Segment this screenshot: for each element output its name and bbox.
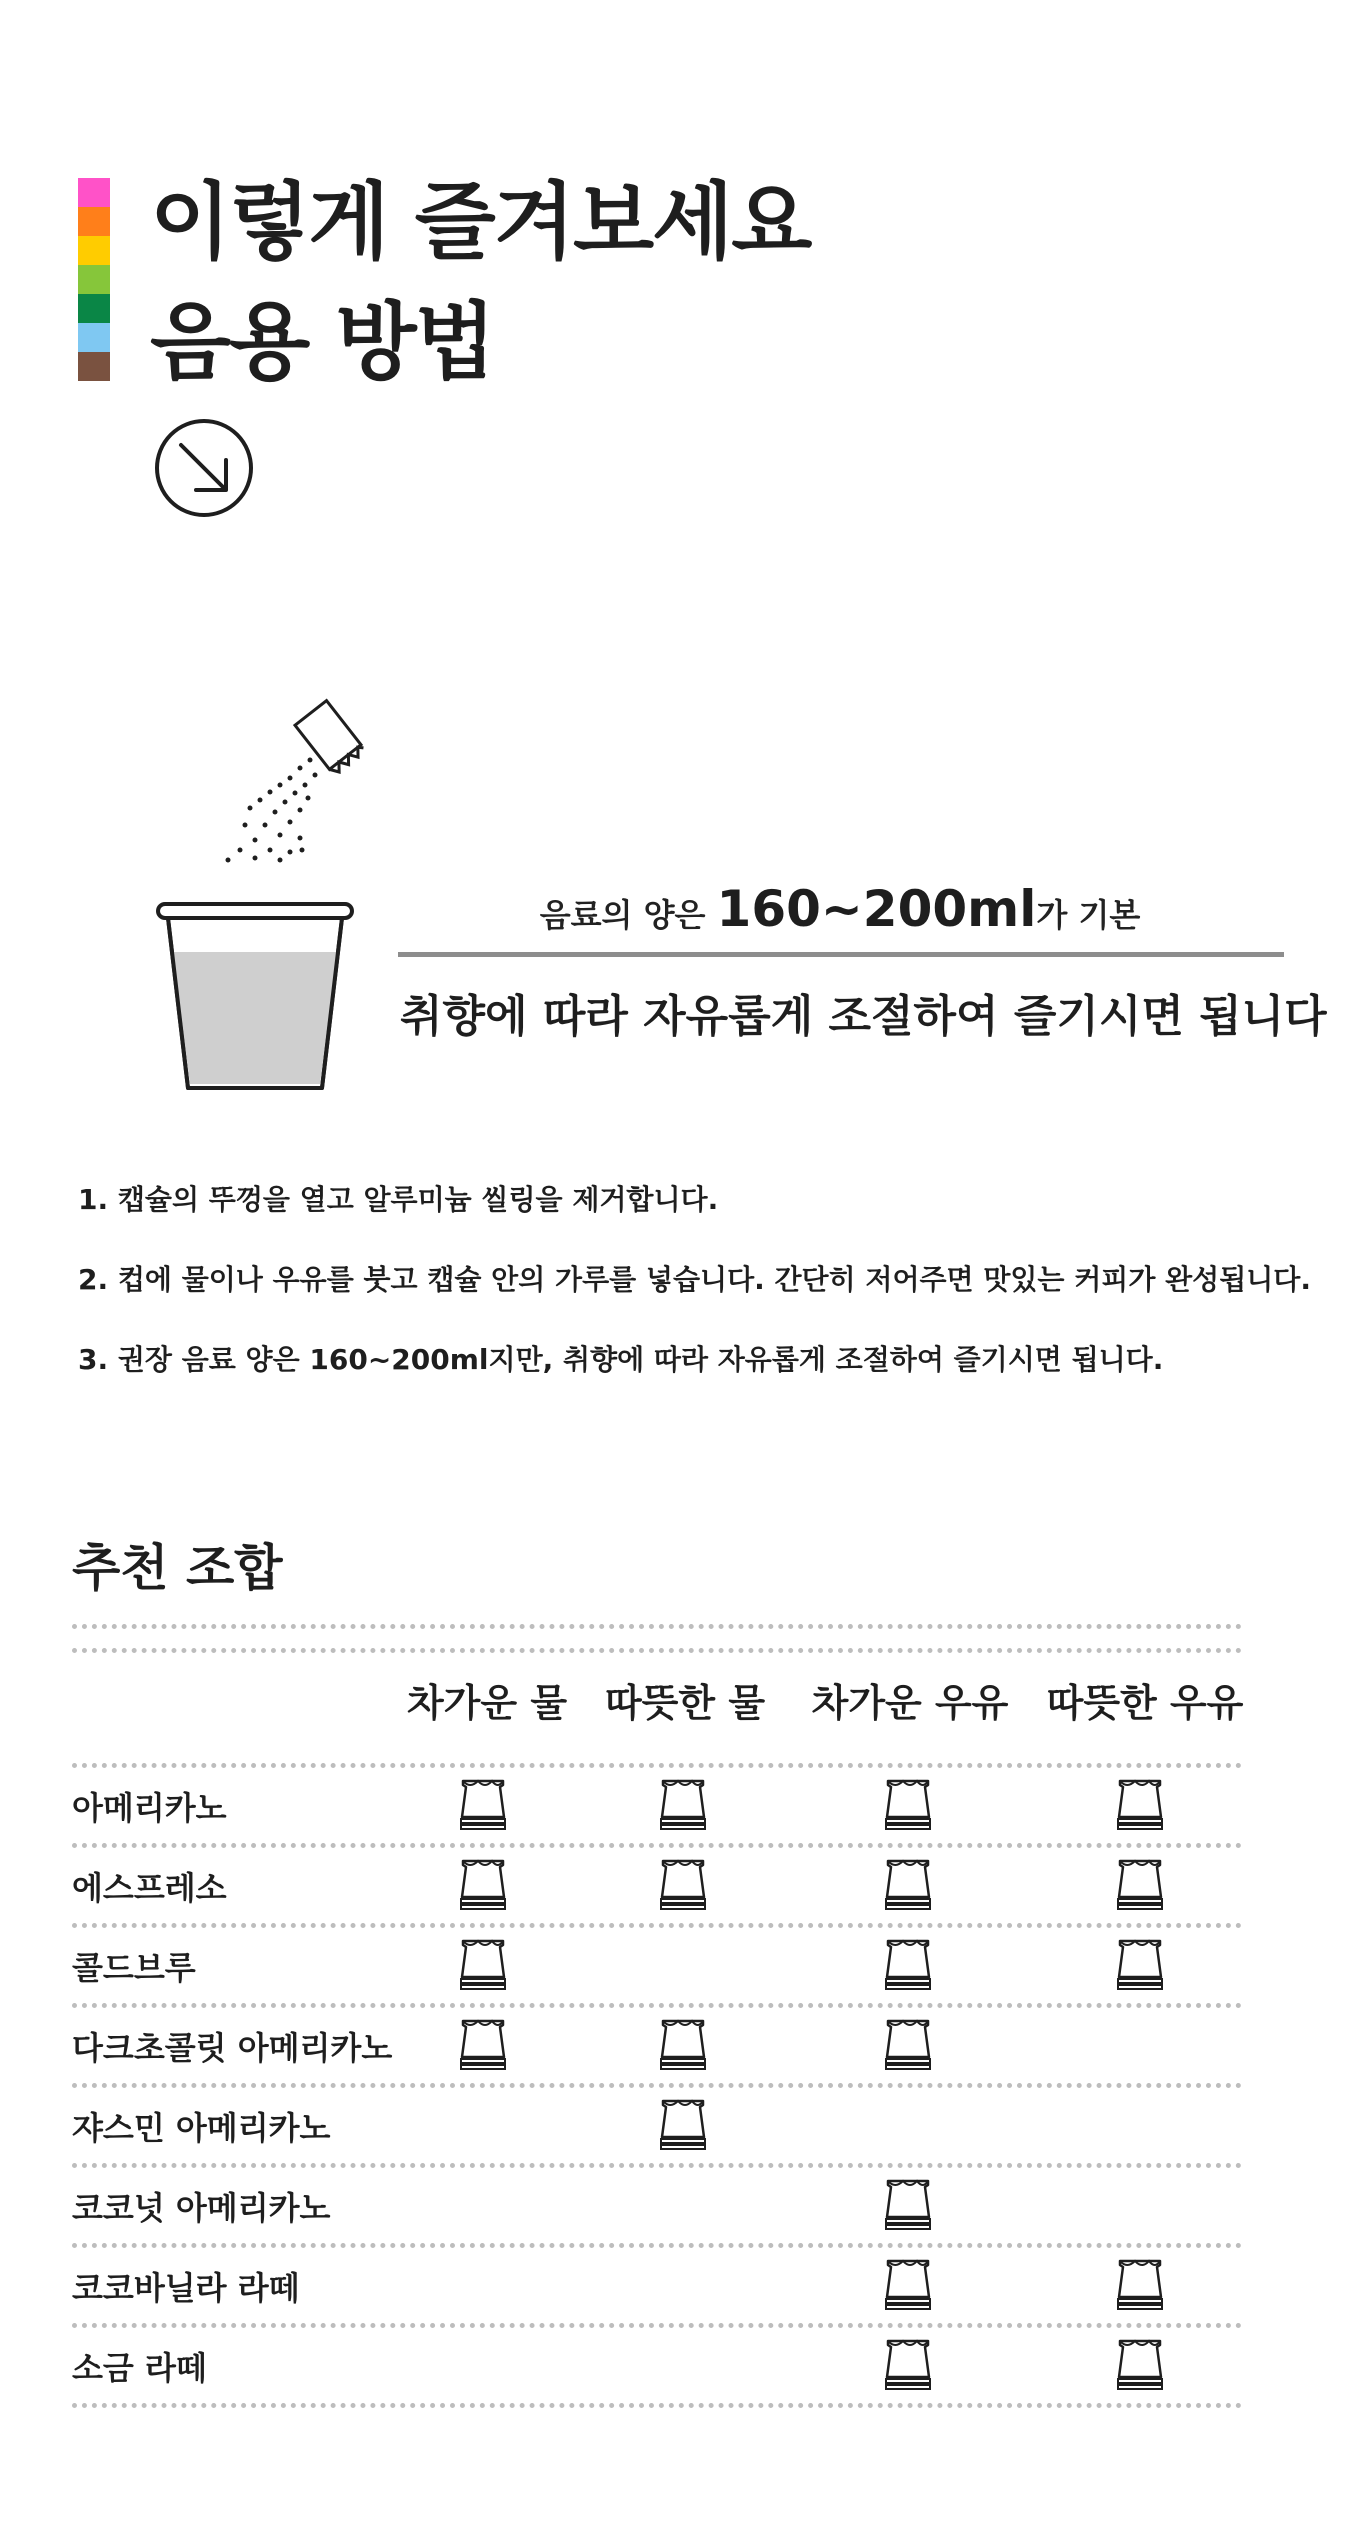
capsule-cup-icon	[458, 1937, 508, 1991]
capsule-cup-icon	[883, 2017, 933, 2071]
color-swatch	[78, 352, 110, 381]
capsule-cup-icon	[658, 1777, 708, 1831]
step-2: 2. 컵에 물이나 우유를 붓고 캡슐 안의 가루를 넣습니다. 간단히 저어주면 맛있는 커피가 완성됩니다.	[78, 1263, 1311, 1296]
capsule-cup-icon	[458, 2017, 508, 2071]
table-row-label: 다크초콜릿 아메리카노	[72, 2029, 393, 2067]
divider-dotted	[72, 2403, 1242, 2408]
recommend-title: 추천 조합	[72, 1539, 283, 1597]
divider-dotted	[72, 2083, 1242, 2088]
color-swatch	[78, 323, 110, 352]
adjust-text: 취향에 따라 자유롭게 조절하여 즐기시면 됩니다	[400, 991, 1327, 1042]
capsule-cup-icon	[883, 2177, 933, 2231]
column-cold-water: 차가운 물	[406, 1681, 568, 1725]
table-row-label: 콜드브루	[72, 1949, 196, 1987]
capsule-cup-icon	[1115, 1777, 1165, 1831]
capsule-cup-icon	[883, 1857, 933, 1911]
table-row-label: 소금 라떼	[72, 2349, 207, 2387]
table-row-label: 코코바닐라 라떼	[72, 2269, 300, 2307]
capsule-cup-icon	[883, 2337, 933, 2391]
page-subtitle: 음용 방법	[150, 293, 494, 391]
capsule-cup-icon	[1115, 2257, 1165, 2311]
divider-dotted	[72, 2003, 1242, 2008]
amount-suffix: 가 기본	[1036, 896, 1141, 934]
divider-dotted	[72, 2243, 1242, 2248]
divider-dotted	[72, 1763, 1242, 1768]
step-3: 3. 권장 음료 양은 160~200ml지만, 취향에 따라 자유롭게 조절하여 즐기시면 됩니다.	[78, 1343, 1164, 1376]
column-cold-milk: 차가운 우유	[811, 1681, 1009, 1725]
divider-dotted	[72, 1923, 1242, 1928]
divider-dotted	[72, 2323, 1242, 2328]
color-swatch	[78, 236, 110, 265]
amount-value: 160~200ml	[716, 880, 1037, 938]
capsule-cup-icon	[658, 1857, 708, 1911]
divider-dotted	[72, 1648, 1242, 1653]
divider-dotted	[72, 1843, 1242, 1848]
column-hot-water: 따뜻한 물	[604, 1681, 766, 1725]
capsule-cup-icon	[883, 1777, 933, 1831]
divider-dotted	[72, 1624, 1242, 1629]
color-swatch	[78, 178, 110, 207]
color-bar	[78, 178, 110, 381]
table-row-label: 코코넛 아메리카노	[72, 2189, 331, 2227]
capsule-cup-icon	[883, 1937, 933, 1991]
column-hot-milk: 따뜻한 우유	[1046, 1681, 1244, 1725]
divider-dotted	[72, 2163, 1242, 2168]
color-swatch	[78, 265, 110, 294]
capsule-cup-icon	[458, 1777, 508, 1831]
capsule-cup-icon	[1115, 2337, 1165, 2391]
arrow-down-right-icon	[154, 418, 254, 518]
page-title: 이렇게 즐겨보세요	[150, 173, 811, 271]
table-row-label: 쟈스민 아메리카노	[72, 2109, 331, 2147]
capsule-cup-icon	[1115, 1937, 1165, 1991]
table-row-label: 아메리카노	[72, 1789, 227, 1827]
capsule-cup-icon	[658, 2097, 708, 2151]
capsule-cup-icon	[658, 2017, 708, 2071]
amount-text	[400, 880, 1280, 938]
capsule-cup-icon	[458, 1857, 508, 1911]
color-swatch	[78, 207, 110, 236]
step-1: 1. 캡슐의 뚜껑을 열고 알루미늄 씰링을 제거합니다.	[78, 1183, 719, 1216]
amount-prefix: 음료의 양은	[539, 896, 717, 934]
table-row-label: 에스프레소	[72, 1869, 227, 1907]
color-swatch	[78, 294, 110, 323]
divider	[398, 952, 1284, 957]
capsule-cup-icon	[1115, 1857, 1165, 1911]
capsule-cup-icon	[883, 2257, 933, 2311]
cup-pouring-illustration	[150, 690, 390, 1100]
